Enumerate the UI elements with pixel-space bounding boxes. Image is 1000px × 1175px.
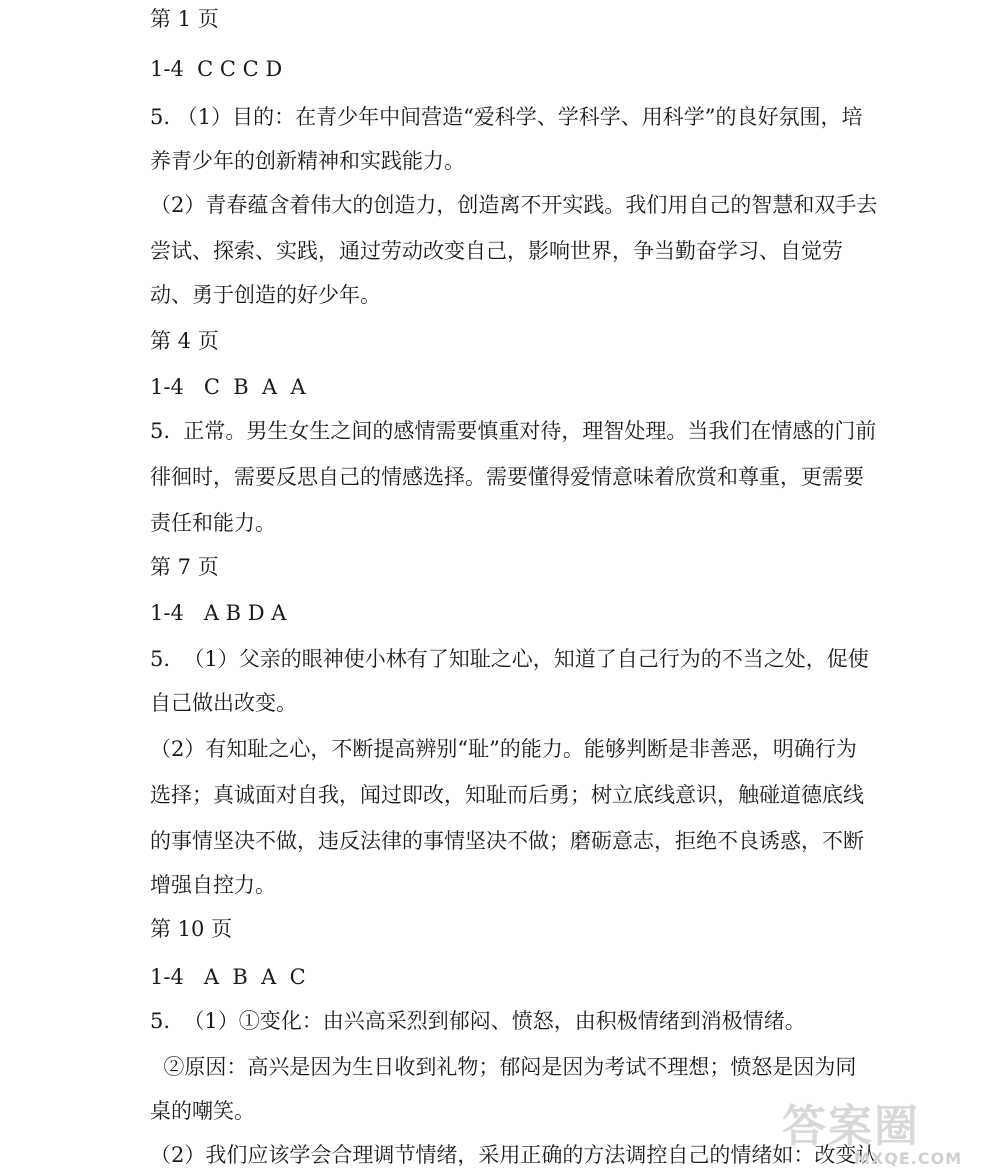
answer-line: （2）我们应该学会合理调节情绪，采用正确的方法调控自己的情绪如：改变认 — [150, 1143, 878, 1167]
answer-line: 的事情坚决不做，违反法律的事情坚决不做；磨砺意志，拒绝不良诱惑，不断 — [150, 829, 864, 853]
answer-line: 5. （1）目的：在青少年中间营造“爱科学、学科学、用科学”的良好氛围，培 — [150, 105, 863, 129]
heading-page-10: 第 10 页 — [150, 917, 233, 941]
answer-line: 5. 正常。男生女生之间的感情需要慎重对待，理智处理。当我们在情感的门前 — [150, 419, 877, 443]
heading-page-7: 第 7 页 — [150, 555, 219, 579]
heading-page-1: 第 1 页 — [150, 7, 219, 31]
answer-line: 自己做出改变。 — [150, 691, 297, 715]
answer-line: 徘徊时，需要反思自己的情感选择。需要懂得爱情意味着欣赏和尊重，更需要 — [150, 465, 864, 489]
answer-line: （2）有知耻之心，不断提高辨别“耻”的能力。能够判断是非善恶，明确行为 — [150, 737, 857, 761]
heading-page-4: 第 4 页 — [150, 329, 219, 353]
answer-line-1-4: 1-4 A B A C — [150, 965, 306, 989]
watermark — [782, 1103, 992, 1173]
watermark-url: MXQE.COM — [854, 1149, 963, 1168]
answer-line: 增强自控力。 — [150, 873, 276, 897]
answer-line: （2）青春蕴含着伟大的创造力，创造离不开实践。我们用自己的智慧和双手去 — [150, 193, 878, 217]
answer-line: 责任和能力。 — [150, 511, 276, 535]
answer-line-1-4: 1-4 C B A A — [150, 375, 306, 399]
answer-line-1-4: 1-4 C C C D — [150, 57, 283, 81]
answer-line: 尝试、探索、实践，通过劳动改变自己，影响世界，争当勤奋学习、自觉劳 — [150, 239, 843, 263]
watermark-logo-text: 答案圈 — [782, 1101, 920, 1152]
answer-line: 动、勇于创造的好少年。 — [150, 283, 381, 307]
answer-line-1-4: 1-4 A B D A — [150, 601, 287, 625]
answer-line: 选择；真诚面对自我，闻过即改，知耻而后勇；树立底线意识，触碰道德底线 — [150, 783, 864, 807]
answer-line: 桌的嘲笑。 — [150, 1099, 255, 1123]
answer-line: 养青少年的创新精神和实践能力。 — [150, 149, 465, 173]
answer-line: 5. （1）父亲的眼神使小林有了知耻之心，知道了自己行为的不当之处，促使 — [150, 647, 869, 671]
answer-line: ②原因：高兴是因为生日收到礼物；郁闷是因为考试不理想；愤怒是因为同 — [150, 1055, 857, 1079]
answer-line: 5. （1）①变化：由兴高采烈到郁闷、愤怒，由积极情绪到消极情绪。 — [150, 1009, 806, 1033]
